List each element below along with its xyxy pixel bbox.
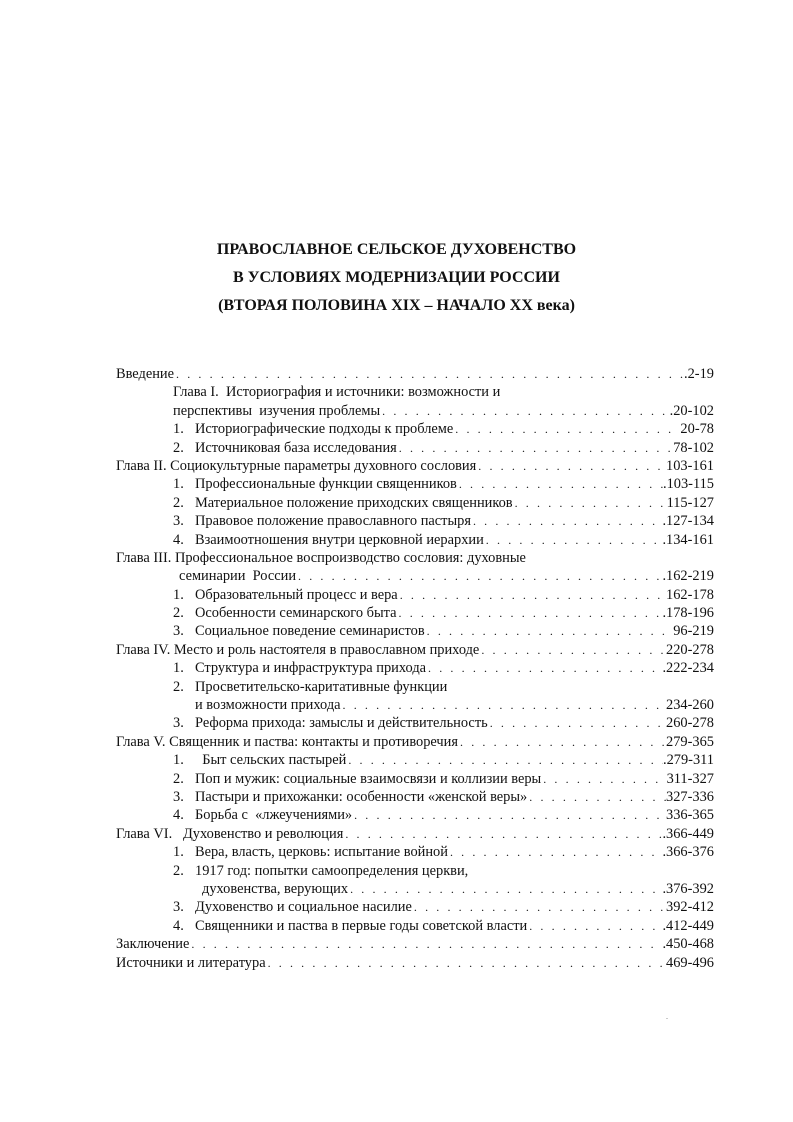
toc-entry-number: 3. (173, 513, 184, 530)
toc-entry-number: 4. (173, 531, 184, 548)
toc-entry-pages: .134-161 (662, 531, 714, 548)
toc-dot-leader (174, 365, 684, 383)
toc-entry-title: Быт сельских пастырей (195, 752, 347, 769)
toc-entry (116, 365, 714, 383)
toc-dot-leader (412, 898, 666, 916)
toc-entry-number: 1. (173, 421, 184, 438)
toc-entry-title: Поп и мужик: социальные взаимосвязи и коллизии веры (195, 770, 542, 787)
toc-entry-pages: 279-365 (666, 733, 714, 750)
toc-entry (116, 862, 714, 880)
toc-dot-leader (296, 567, 662, 585)
toc-entry-pages: .366-449 (662, 825, 714, 842)
toc-entry-number: 2. (173, 770, 184, 787)
toc-entry-number: 3. (173, 788, 184, 805)
toc-dot-leader (343, 825, 662, 843)
toc-entry-title: Пастыри и прихожанки: особенности «женской веры» (195, 788, 528, 805)
toc-entry-title: Историографические подходы к проблеме (195, 421, 454, 438)
toc-entry-pages: .162-219 (662, 568, 714, 585)
toc-entry (116, 696, 714, 714)
toc-entry-number: 3. (173, 623, 184, 640)
document-title (0, 236, 793, 320)
toc-entry-title: Введение (116, 366, 175, 382)
toc-entry-pages: .178-196 (662, 605, 714, 622)
toc-dot-leader (488, 714, 666, 732)
toc-entry-pages: .412-449 (662, 917, 714, 934)
toc-entry (116, 659, 714, 677)
toc-entry-pages: .366-376 (662, 844, 714, 861)
toc-entry-number: 1. (173, 660, 184, 677)
toc-entry (116, 494, 714, 512)
toc-entry-pages: .20-102 (669, 402, 714, 419)
toc-entry-pages: 311-327 (666, 770, 714, 787)
toc-entry-number: 2. (173, 605, 184, 622)
toc-entry (116, 439, 714, 457)
toc-entry (116, 770, 714, 788)
toc-entry-title: Духовенство и социальное насилие (195, 899, 412, 916)
toc-entry-number: 2. (173, 678, 184, 695)
toc-dot-leader (426, 659, 662, 677)
toc-entry-number: 2. (173, 439, 184, 456)
toc-entry-title: Заключение (116, 936, 190, 953)
toc-entry-title: Просветительско-каритативные функции (195, 678, 448, 695)
toc-entry-pages: 103-161 (666, 457, 714, 474)
toc-entry (116, 549, 714, 567)
toc-entry-number: 1. (173, 844, 184, 861)
toc-dot-leader (341, 696, 667, 714)
toc-entry (116, 531, 714, 549)
toc-entry (116, 512, 714, 530)
toc-entry-pages: 96-219 (673, 623, 714, 640)
toc-dot-leader (471, 512, 663, 530)
toc-entry (116, 714, 714, 732)
toc-entry-title: Глава I. Историография и источники: возможности и (173, 384, 501, 401)
toc-entry-pages: 115-127 (666, 494, 714, 511)
toc-dot-leader (513, 494, 667, 512)
toc-dot-leader (380, 402, 669, 420)
toc-entry (116, 420, 714, 438)
toc-dot-leader (527, 917, 662, 935)
toc-dot-leader (346, 751, 663, 769)
toc-dot-leader (448, 843, 662, 861)
toc-entry-title: перспективы изучения проблемы (173, 402, 381, 419)
toc-entry (116, 604, 714, 622)
toc-entry-number: 3. (173, 899, 184, 916)
toc-entry-title: Глава V. Священник и паства: контакты и противоречия (116, 733, 458, 750)
toc-entry (116, 806, 714, 824)
toc-entry (116, 788, 714, 806)
toc-dot-leader (484, 531, 663, 549)
toc-entry-number: 2. (173, 494, 184, 511)
toc-entry-pages: 336-365 (666, 807, 714, 824)
toc-entry-title: Структура и инфраструктура прихода (195, 660, 427, 677)
title-line-1: ПРАВОСЛАВНОЕ СЕЛЬСКОЕ ДУХОВЕНСТВО (216, 241, 577, 258)
page-mark: . (666, 1012, 668, 1021)
toc-entry-number: 3. (173, 715, 184, 732)
toc-entry-title: Материальное положение приходских священников (195, 494, 513, 511)
toc-entry-title: Борьба с «лжеучениями» (195, 807, 353, 824)
toc-entry (116, 917, 714, 935)
toc-entry-pages: 20-78 (680, 421, 714, 438)
toc-dot-leader (352, 806, 666, 824)
toc-entry (116, 586, 714, 604)
toc-entry (116, 935, 714, 953)
table-of-contents (116, 365, 714, 972)
toc-entry (116, 567, 714, 585)
toc-dot-leader (348, 880, 662, 898)
toc-entry-pages: .450-468 (662, 936, 714, 953)
toc-dot-leader (398, 586, 666, 604)
toc-entry-pages: .279-311 (662, 752, 714, 769)
toc-entry (116, 402, 714, 420)
toc-entry-title: Глава IV. Место и роль настоятеля в православном приходе (116, 641, 480, 658)
toc-entry (116, 825, 714, 843)
toc-entry-title: Священники и паства в первые годы советской власти (195, 917, 528, 934)
toc-entry-title: Особенности семинарского быта (195, 605, 397, 622)
toc-entry (116, 751, 714, 769)
toc-entry-number: 2. (173, 862, 184, 879)
toc-entry-title: 1917 год: попытки самоопределения церкви, (195, 862, 469, 879)
toc-entry-pages: 260-278 (666, 715, 714, 732)
toc-entry (116, 475, 714, 493)
toc-entry-pages: 234-260 (666, 697, 714, 714)
toc-dot-leader (541, 770, 666, 788)
toc-dot-leader (458, 733, 666, 751)
toc-entry-title: Взаимоотношения внутри церковной иерархии (195, 531, 484, 548)
toc-entry-pages: .376-392 (662, 880, 714, 897)
toc-entry-title: семинарии России (179, 568, 297, 585)
title-line-3: (ВТОРАЯ ПОЛОВИНА XIX – НАЧАЛО XX века) (218, 297, 575, 314)
toc-entry-title: Образовательный процесс и вера (195, 586, 398, 603)
toc-dot-leader (476, 457, 666, 475)
toc-entry-title: духовенства, верующих (202, 880, 349, 897)
toc-entry-title: и возможности прихода (195, 697, 341, 714)
toc-dot-leader (453, 420, 680, 438)
toc-entry-title: Глава VI. Духовенство и революция (116, 825, 344, 842)
toc-dot-leader (397, 604, 663, 622)
toc-entry (116, 622, 714, 640)
title-line-2: В УСЛОВИЯХ МОДЕРНИЗАЦИИ РОССИИ (233, 269, 560, 286)
toc-entry-number: 1. (173, 586, 184, 603)
toc-entry-title: Реформа прихода: замыслы и действительность (195, 715, 488, 732)
toc-entry-pages: 78-102 (673, 439, 714, 456)
toc-entry-title: Глава III. Профессиональное воспроизводство сословия: духовные (116, 549, 526, 566)
toc-entry (116, 733, 714, 751)
toc-entry-pages: 469-496 (666, 954, 714, 971)
toc-entry-number: 1. (173, 476, 184, 493)
toc-entry (116, 880, 714, 898)
toc-entry-pages: 220-278 (666, 641, 714, 658)
toc-entry-title: Источниковая база исследования (195, 439, 397, 456)
toc-entry-pages: .222-234 (662, 660, 714, 677)
toc-dot-leader (266, 954, 666, 972)
toc-entry-title: Социальное поведение семинаристов (195, 623, 425, 640)
toc-dot-leader (527, 788, 666, 806)
toc-entry (116, 678, 714, 696)
toc-entry-pages: 392-412 (666, 899, 714, 916)
toc-entry-pages: 162-178 (666, 586, 714, 603)
toc-entry-pages: 327-336 (666, 788, 714, 805)
toc-entry-title: Источники и литература (116, 954, 266, 971)
toc-entry-title: Профессиональные функции священников (195, 476, 457, 493)
toc-dot-leader (397, 439, 673, 457)
toc-dot-leader (425, 622, 674, 640)
toc-entry-title: Вера, власть, церковь: испытание войной (195, 844, 448, 861)
toc-entry-title: Глава II. Социокультурные параметры духовного сословия (116, 457, 477, 474)
toc-entry (116, 843, 714, 861)
toc-entry-pages: .127-134 (662, 513, 714, 530)
toc-dot-leader (479, 641, 666, 659)
toc-entry-pages: .2-19 (684, 366, 714, 382)
toc-entry (116, 457, 714, 475)
toc-entry-pages: .103-115 (662, 476, 714, 493)
toc-entry-title: Правовое положение православного пастыря (195, 513, 471, 530)
toc-dot-leader (189, 935, 662, 953)
toc-entry (116, 898, 714, 916)
toc-entry-number: 1. (173, 752, 184, 769)
toc-entry (116, 383, 714, 401)
toc-entry-number: 4. (173, 917, 184, 934)
toc-entry (116, 954, 714, 972)
toc-entry (116, 641, 714, 659)
toc-dot-leader (457, 475, 663, 493)
toc-entry-number: 4. (173, 807, 184, 824)
